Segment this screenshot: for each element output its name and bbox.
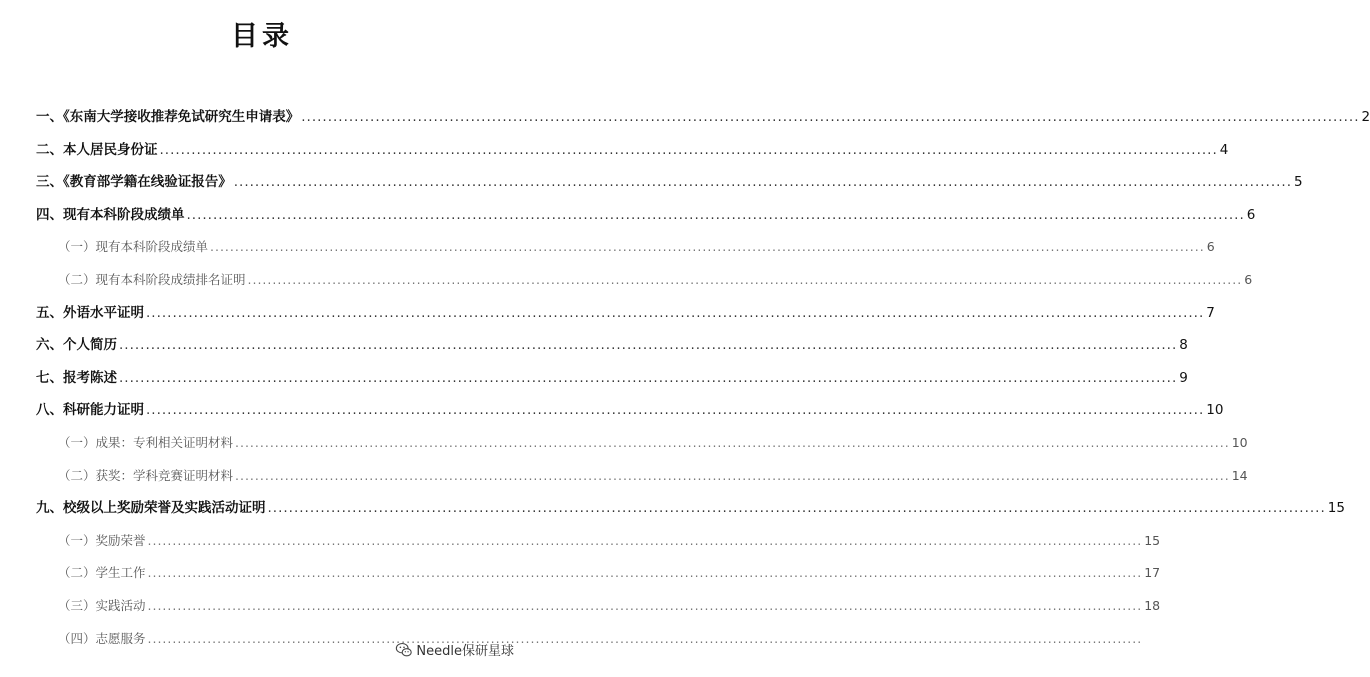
toc-entry-label: 九、校级以上奖励荣誉及实践活动证明	[36, 500, 266, 517]
dot-leader: ........................................................................................................................................................................................................	[210, 239, 1205, 255]
toc-page-number: 7	[1206, 304, 1215, 321]
dot-leader: ........................................................................................................................................................................................................	[235, 467, 1230, 483]
dot-leader: ........................................................................................................................................................................................................	[147, 532, 1143, 548]
toc-entry-label: 六、个人简历	[36, 337, 117, 354]
dot-leader: ........................................................................................................................................................................................................	[147, 630, 1143, 646]
toc-entry[interactable]	[36, 199, 1256, 232]
toc-entry-label: 五、外语水平证明	[36, 304, 144, 321]
toc-page-number: 6	[1246, 206, 1256, 223]
dot-leader: ........................................................................................................................................................................................................	[146, 304, 1205, 321]
toc-entry-label: （二）学生工作	[58, 565, 146, 581]
toc-subentry[interactable]	[36, 590, 1161, 623]
toc-subentry[interactable]	[36, 557, 1161, 590]
toc-subentry[interactable]	[36, 525, 1161, 558]
toc-entry[interactable]	[36, 134, 1229, 167]
toc-page-number: 2	[1361, 109, 1370, 125]
toc-page-number: 4	[1219, 141, 1229, 158]
toc-page-number: 9	[1179, 369, 1188, 386]
toc-page-number: 15	[1327, 500, 1345, 517]
dot-leader: ........................................................................................................................................................................................................	[186, 206, 1245, 223]
toc-entry-label: （四）志愿服务	[58, 630, 146, 646]
dot-leader: ........................................................................................................................................................................................................	[235, 434, 1230, 450]
toc-subentry[interactable]	[36, 427, 1248, 460]
dot-leader: ........................................................................................................................................................................................................	[159, 141, 1218, 158]
toc-page-number: 5	[1294, 174, 1303, 191]
page-title: 目录	[231, 21, 293, 52]
toc-entry-label: 八、科研能力证明	[36, 402, 144, 419]
toc-entry[interactable]	[36, 329, 1188, 362]
toc-entry-label: 一、《东南大学接收推荐免试研究生申请表》	[36, 109, 300, 125]
toc-entry-label: 四、现有本科阶段成绩单	[36, 206, 185, 223]
toc-page-number: 6	[1244, 271, 1253, 287]
toc-entry-label: （一）成果：专利相关证明材料	[58, 434, 234, 450]
toc-entry-label: （一）奖励荣誉	[58, 532, 146, 548]
dot-leader: ........................................................................................................................................................................................................	[301, 109, 1360, 125]
toc-entry-label: 七、报考陈述	[36, 369, 117, 386]
wechat-icon	[395, 641, 413, 659]
toc-page-number: 6	[1206, 239, 1215, 255]
toc-entry[interactable]	[36, 297, 1215, 330]
toc-entry-label: （三）实践活动	[58, 597, 146, 613]
table-of-contents	[36, 101, 1370, 655]
toc-page-number: 15	[1144, 532, 1161, 548]
toc-page-number: 17	[1144, 565, 1161, 581]
toc-entry[interactable]	[36, 362, 1188, 395]
toc-entry[interactable]	[36, 394, 1224, 427]
toc-entry[interactable]	[36, 166, 1303, 199]
toc-entry-label: （二）获奖：学科竞赛证明材料	[58, 467, 234, 483]
toc-entry-label: 二、本人居民身份证	[36, 141, 158, 158]
dot-leader: ........................................................................................................................................................................................................	[147, 565, 1143, 581]
dot-leader: ........................................................................................................................................................................................................	[247, 271, 1243, 287]
toc-page-number: 14	[1231, 467, 1248, 483]
toc-entry-label: （二）现有本科阶段成绩排名证明	[58, 271, 246, 287]
toc-page-number: 10	[1206, 402, 1224, 419]
toc-subentry[interactable]	[36, 231, 1215, 264]
dot-leader: ........................................................................................................................................................................................................	[146, 402, 1205, 419]
dot-leader: ........................................................................................................................................................................................................	[233, 174, 1293, 191]
toc-entry-label: （一）现有本科阶段成绩单	[58, 239, 209, 255]
dot-leader: ........................................................................................................................................................................................................	[147, 597, 1143, 613]
dot-leader: ........................................................................................................................................................................................................	[119, 337, 1178, 354]
watermark	[395, 640, 514, 659]
toc-subentry[interactable]	[36, 460, 1248, 493]
toc-page-number: 10	[1231, 434, 1248, 450]
toc-entry[interactable]	[36, 101, 1370, 134]
toc-entry-label: 三、《教育部学籍在线验证报告》	[36, 174, 232, 191]
dot-leader: ........................................................................................................................................................................................................	[119, 369, 1178, 386]
toc-page-number: 18	[1144, 597, 1161, 613]
watermark-text: Needle保研星球	[416, 644, 514, 659]
toc-page-number: 8	[1179, 337, 1188, 354]
toc-entry[interactable]	[36, 492, 1345, 525]
dot-leader: ........................................................................................................................................................................................................	[267, 500, 1326, 517]
toc-subentry[interactable]	[36, 264, 1253, 297]
